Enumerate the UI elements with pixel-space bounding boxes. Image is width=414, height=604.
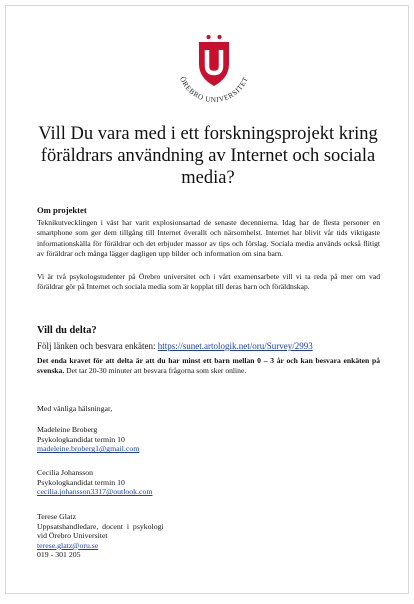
greeting: Med vänliga hälsningar, bbox=[37, 404, 113, 413]
orebro-logo-icon bbox=[169, 30, 259, 106]
signature-role: Psykologkandidat termin 10 bbox=[37, 434, 125, 444]
document-page bbox=[5, 5, 409, 594]
requirement-paragraph bbox=[37, 356, 380, 377]
signature-role: Psykologkandidat termin 10 bbox=[37, 477, 125, 487]
supervisor-affiliation: vid Örebro Universitet bbox=[37, 531, 108, 541]
about-paragraph-1: Teknikutvecklingen i väst har varit explosionsartad de senaste decennierna. Idag har de flesta personer en smartphone som ger dem tillgång till Internet överallt och närsomhelst. Internet har blivit vår tids viktigaste informationskälla för föräldrar och det erbjuder massor av tips och förslag. Sociala media används också flitigt av föräldrar och många lägger dagligen upp bilder och information om sina barn. bbox=[37, 218, 380, 258]
requirement-bold-text: Det enda kravet för att delta är att du har minst ett barn mellan 0 – 3 år och kan besvara enkäten på svenska. bbox=[37, 356, 380, 376]
survey-link[interactable]: https://sunet.artologik.net/oru/Survey/2993 bbox=[157, 341, 313, 351]
supervisor-email-link[interactable]: terese.glatz@oru.se bbox=[37, 540, 99, 550]
university-logo bbox=[169, 30, 259, 106]
signature-name: Madeleine Broberg bbox=[37, 425, 98, 434]
section-heading-participate: Vill du delta? bbox=[37, 325, 97, 336]
survey-link-intro: Följ länken och besvara enkäten: bbox=[37, 341, 156, 351]
supervisor-block bbox=[37, 512, 164, 560]
requirement-normal-text: Det tar 20-30 minuter att besvara frågorna som sker online. bbox=[66, 366, 247, 376]
supervisor-name: Terese Glatz bbox=[37, 512, 77, 521]
section-heading-about: Om projektet bbox=[37, 205, 87, 215]
page-title: Vill Du vara med i ett forskningsprojekt kring föräldrars användning av Internet och sociala media? bbox=[38, 124, 378, 188]
about-paragraph-2: Vi är två psykologstudenter på Örebro universitet och i vårt examensarbete vill vi ta reda på mer om vad föräldrar gör på Internet och sociala media som är kopplat till deras barn och föräldnskap. bbox=[37, 272, 380, 292]
signature-email-link[interactable]: cecilia.johansson3317@outlook.com bbox=[37, 487, 153, 497]
signature-block-2 bbox=[37, 468, 152, 497]
signature-email-link[interactable]: madeleine.broberg1@gmail.com bbox=[37, 444, 140, 454]
survey-link-line bbox=[37, 340, 313, 352]
supervisor-phone: 019 - 301 205 bbox=[37, 550, 81, 560]
signature-name: Cecilia Johansson bbox=[37, 468, 94, 477]
svg-text:ÖREBRO UNIVERSITET: ÖREBRO UNIVERSITET bbox=[178, 75, 250, 105]
supervisor-role: Uppsatshandledare, docent i psykologi bbox=[37, 521, 164, 531]
signature-block-1 bbox=[37, 425, 139, 454]
